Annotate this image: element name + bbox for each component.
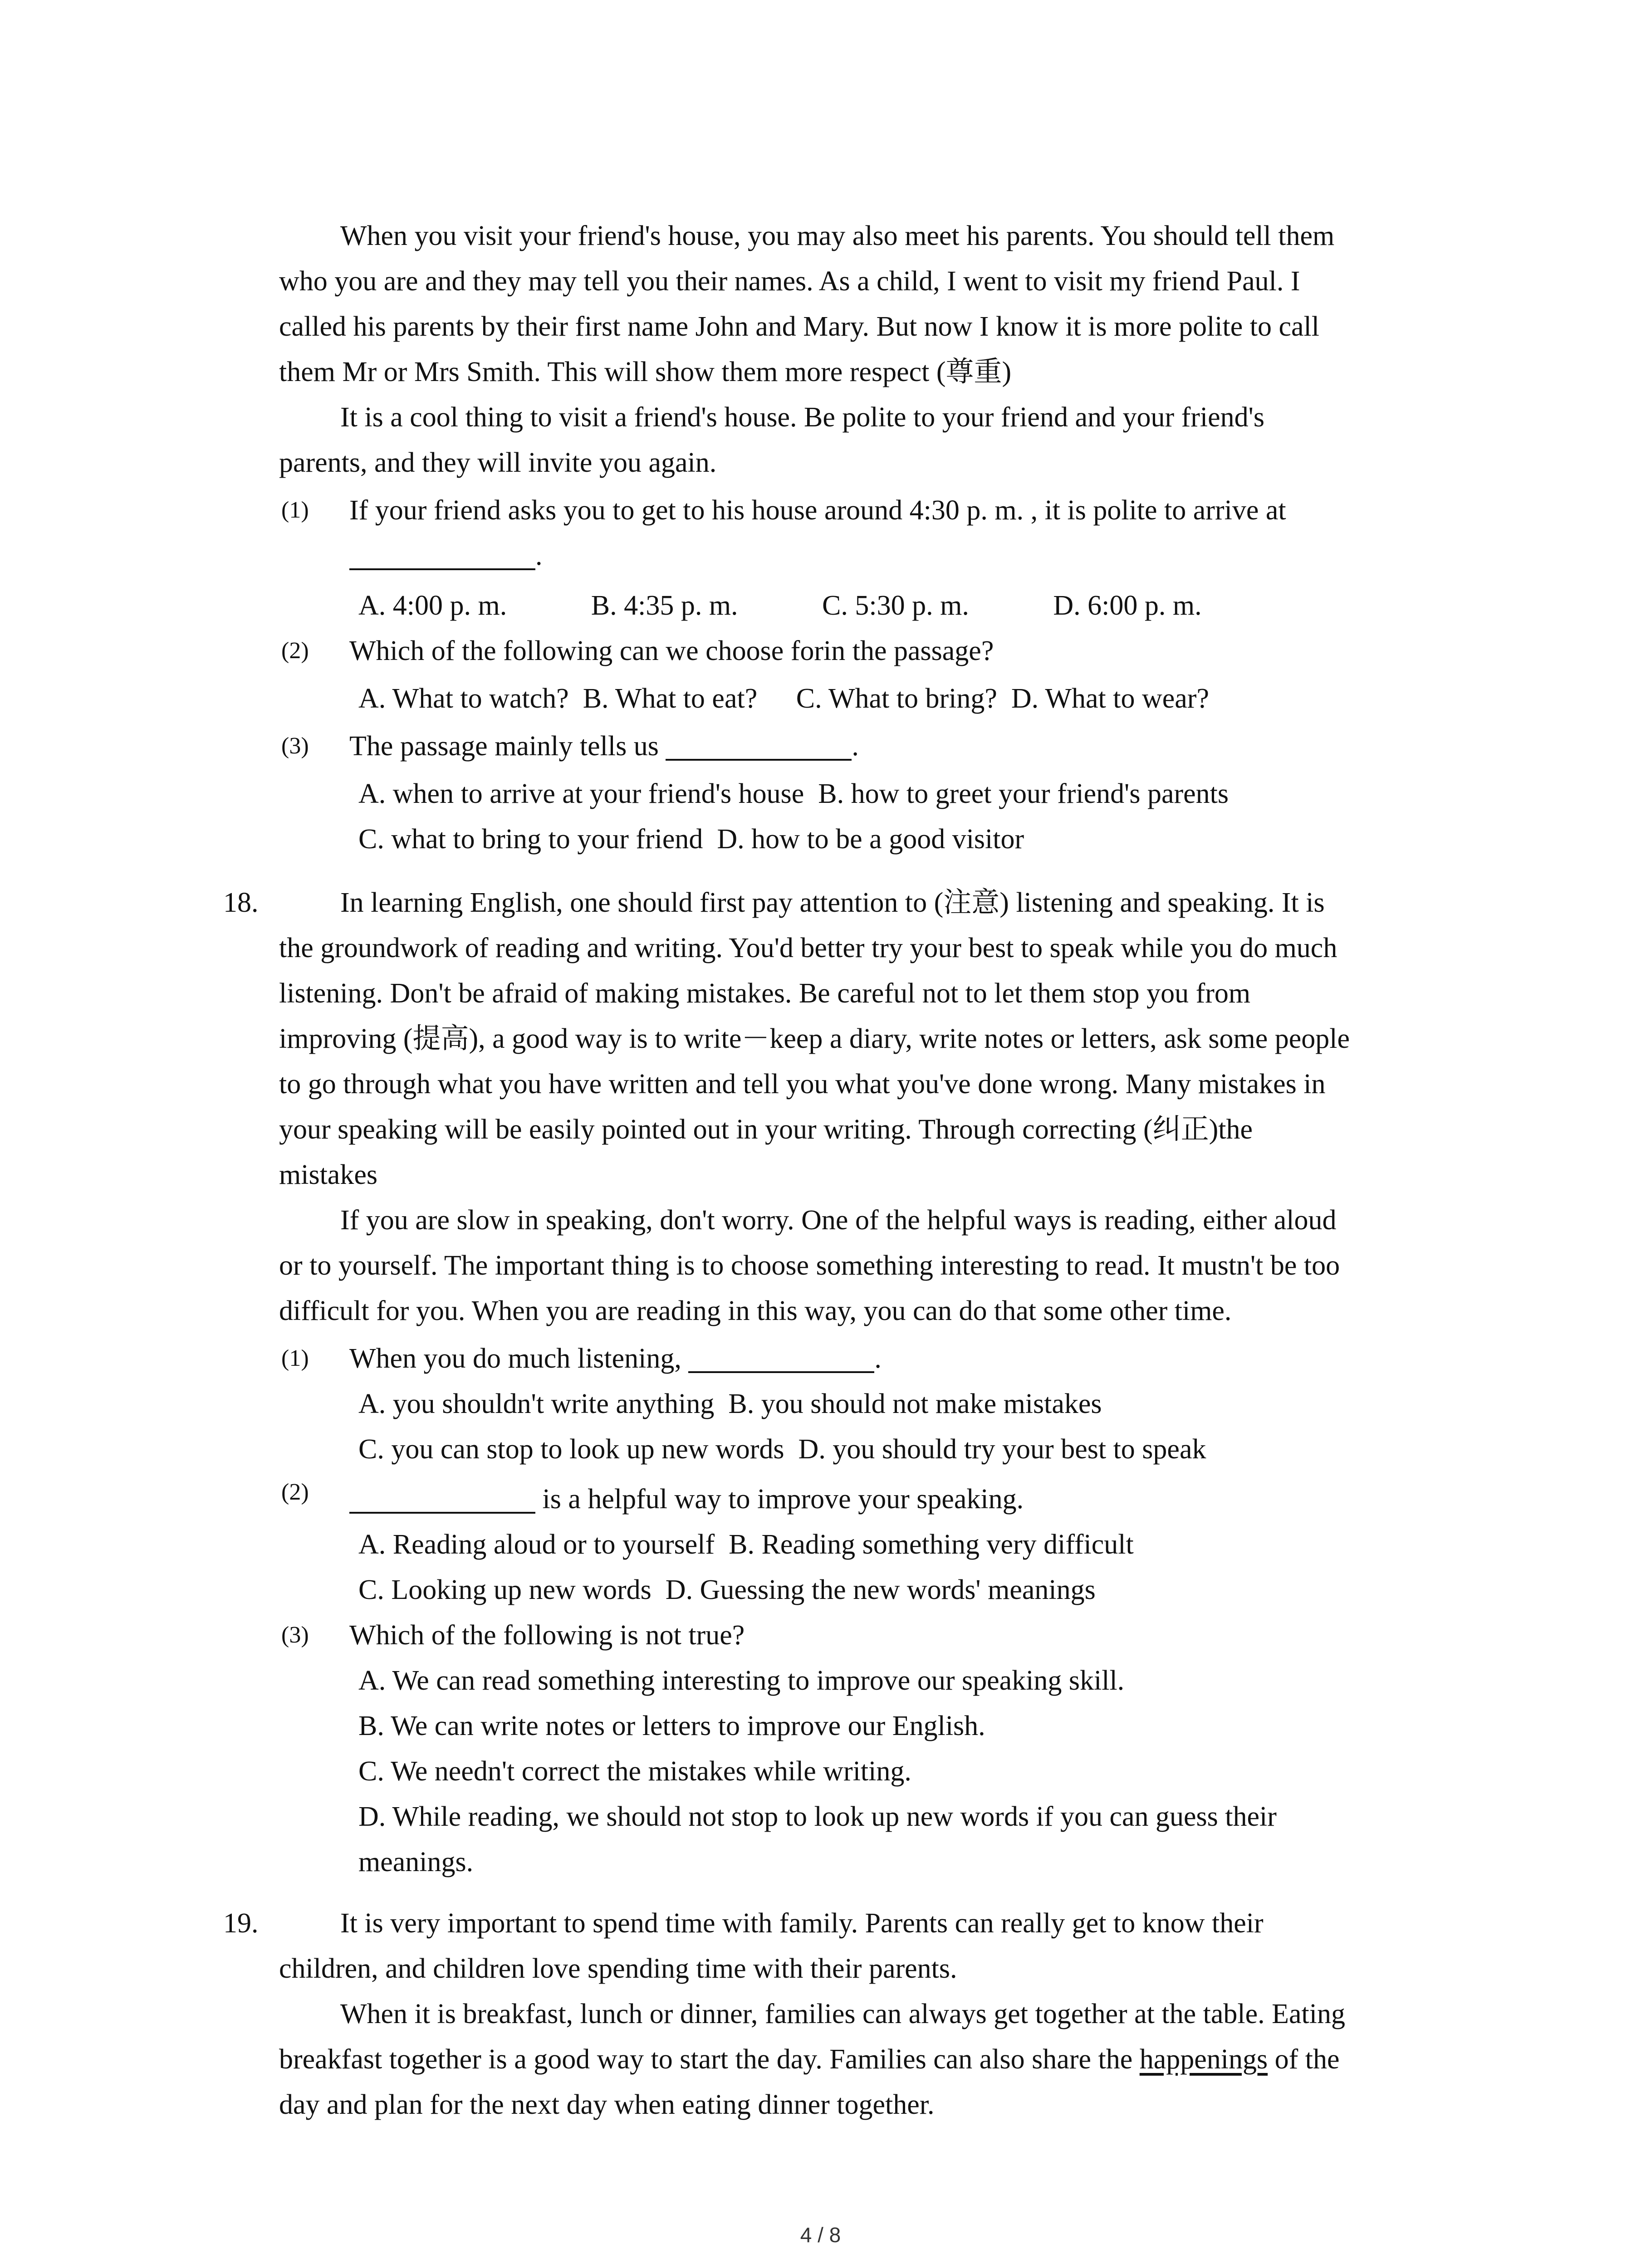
option-b[interactable]: B. how to greet your friend's parents [818,778,1229,809]
q17-1-blank-line: . [349,538,543,574]
q18-3-text: Which of the following is not true? [349,1620,745,1651]
s18-p1-line-3: listening. Don't be afraid of making mistakes. Be careful not to let them stop you from [279,978,1251,1009]
q18-2-stem: is a helpful way to improve your speaking. [542,1484,1024,1515]
s18-p2-line-1: If you are slow in speaking, don't worry. One of the helpful ways is reading, either aloud [340,1205,1337,1236]
s18-p1-line-4: improving (提高), a good way is to write－keep a diary, write notes or letters, ask some people [279,1023,1350,1054]
option-b[interactable]: B. What to eat? [583,683,758,714]
s19-p1-line-1: It is very important to spend time with family. Parents can really get to know their [340,1908,1264,1939]
answer-blank[interactable] [349,1485,535,1514]
option-c[interactable]: C. 5:30 p. m. [822,590,969,621]
s18-p1-line-2: the groundwork of reading and writing. You'd better try your best to speak while you do much [279,933,1337,963]
q17-1-number: (1) [281,497,309,523]
option-b[interactable]: B. 4:35 p. m. [591,590,738,621]
p1-line-1: When you visit your friend's house, you may also meet his parents. You should tell them [340,220,1335,251]
q18-1-text: When you do much listening, . [349,1343,882,1374]
option-b[interactable]: B. Reading something very difficult [729,1529,1134,1560]
q17-2-number: (2) [281,638,309,664]
q18-3-option-a[interactable]: A. We can read something interesting to improve our speaking skill. [358,1665,1125,1696]
option-c[interactable]: C. What to bring? [796,683,997,714]
q18-2-number: (2) [281,1479,309,1505]
s18-p2-line-3: difficult for you. When you are reading in this way, you can do that some other time. [279,1295,1232,1326]
option-c[interactable]: C. you can stop to look up new words [358,1434,784,1465]
q18-3-option-d[interactable]: D. While reading, we should not stop to look up new words if you can guess their [358,1801,1277,1832]
q18-1-options-row-1 [358,1386,1102,1422]
q18-3-option-b[interactable]: B. We can write notes or letters to improve our English. [358,1711,985,1741]
s19-p2-line-3: day and plan for the next day when eating dinner together. [279,2089,935,2120]
option-b[interactable]: B. you should not make mistakes [728,1388,1102,1419]
q18-2-text [349,1481,1024,1517]
s19-p2-line-2-post: of the [1274,2044,1340,2075]
p2-line-2: parents, and they will invite you again. [279,447,717,478]
p1-line-3: called his parents by their first name John and Mary. But now I know it is more polite to call [279,311,1319,342]
p1-line-2: who you are and they may tell you their names. As a child, I went to visit my friend Paul. I [279,266,1300,297]
question-number-19: 19. [223,1908,259,1939]
q17-1-text: If your friend asks you to get to his house around 4:30 p. m. , it is polite to arrive at [349,495,1286,526]
question-number-18: 18. [223,887,259,918]
q18-3-option-d-cont: meanings. [358,1847,474,1877]
q18-1-options-row-2 [358,1431,1206,1467]
s19-p1-line-2: children, and children love spending time with their parents. [279,1953,957,1984]
q18-2-options-row-1 [358,1526,1134,1563]
p2-line-1: It is a cool thing to visit a friend's house. Be polite to your friend and your friend's [340,402,1264,433]
q18-3-number: (3) [281,1622,309,1648]
q17-3-options-row-2 [358,821,1024,857]
answer-blank[interactable] [349,541,535,570]
q17-3-options-row-1 [358,776,1229,812]
underlined-word: happenings [1139,2044,1268,2075]
page-number: 4 / 8 [800,2223,841,2247]
option-a[interactable]: A. 4:00 p. m. [358,590,507,621]
q17-3-number: (3) [281,733,309,759]
option-c[interactable]: C. what to bring to your friend [358,824,703,855]
option-a[interactable]: A. Reading aloud or to yourself [358,1529,715,1560]
option-d[interactable]: D. 6:00 p. m. [1053,590,1202,621]
option-a[interactable]: A. you shouldn't write anything [358,1388,715,1419]
s18-p2-line-2: or to yourself. The important thing is to choose something interesting to read. It mustn't be too [279,1250,1340,1281]
s18-p1-line-6: your speaking will be easily pointed out in your writing. Through correcting (纠正)the [279,1114,1253,1145]
q17-3-text: The passage mainly tells us . [349,731,859,762]
q17-2-options [358,680,1209,717]
s19-p2-line-2 [279,2041,1340,2077]
s18-p1-line-5: to go through what you have written and tell you what you've done wrong. Many mistakes in [279,1069,1326,1100]
s18-p1-line-1: In learning English, one should first pay attention to (注意) listening and speaking. It is [340,887,1325,918]
q17-2-text: Which of the following can we choose forin the passage? [349,635,994,666]
q17-1-options [358,587,1202,624]
option-d[interactable]: D. Guessing the new words' meanings [665,1574,1096,1605]
q18-1-number: (1) [281,1345,309,1371]
answer-blank[interactable] [688,1344,874,1373]
option-a[interactable]: A. What to watch? [358,683,569,714]
q18-2-options-row-2 [358,1572,1096,1608]
q18-3-option-c[interactable]: C. We needn't correct the mistakes while writing. [358,1756,911,1787]
option-d[interactable]: D. you should try your best to speak [798,1434,1206,1465]
option-a[interactable]: A. when to arrive at your friend's house [358,778,804,809]
s18-p1-line-7: mistakes [279,1159,377,1190]
q17-3-stem: The passage mainly tells us [349,731,659,762]
option-c[interactable]: C. Looking up new words [358,1574,652,1605]
option-d[interactable]: D. how to be a good visitor [717,824,1024,855]
s19-p2-line-1: When it is breakfast, lunch or dinner, families can always get together at the table. Eating [340,1999,1345,2029]
option-d[interactable]: D. What to wear? [1011,683,1209,714]
p1-line-4: them Mr or Mrs Smith. This will show them more respect (尊重) [279,357,1012,387]
q18-1-stem: When you do much listening, [349,1343,681,1374]
answer-blank[interactable] [666,732,852,761]
s19-p2-line-2-pre: breakfast together is a good way to start the day. Families can also share the [279,2044,1133,2075]
